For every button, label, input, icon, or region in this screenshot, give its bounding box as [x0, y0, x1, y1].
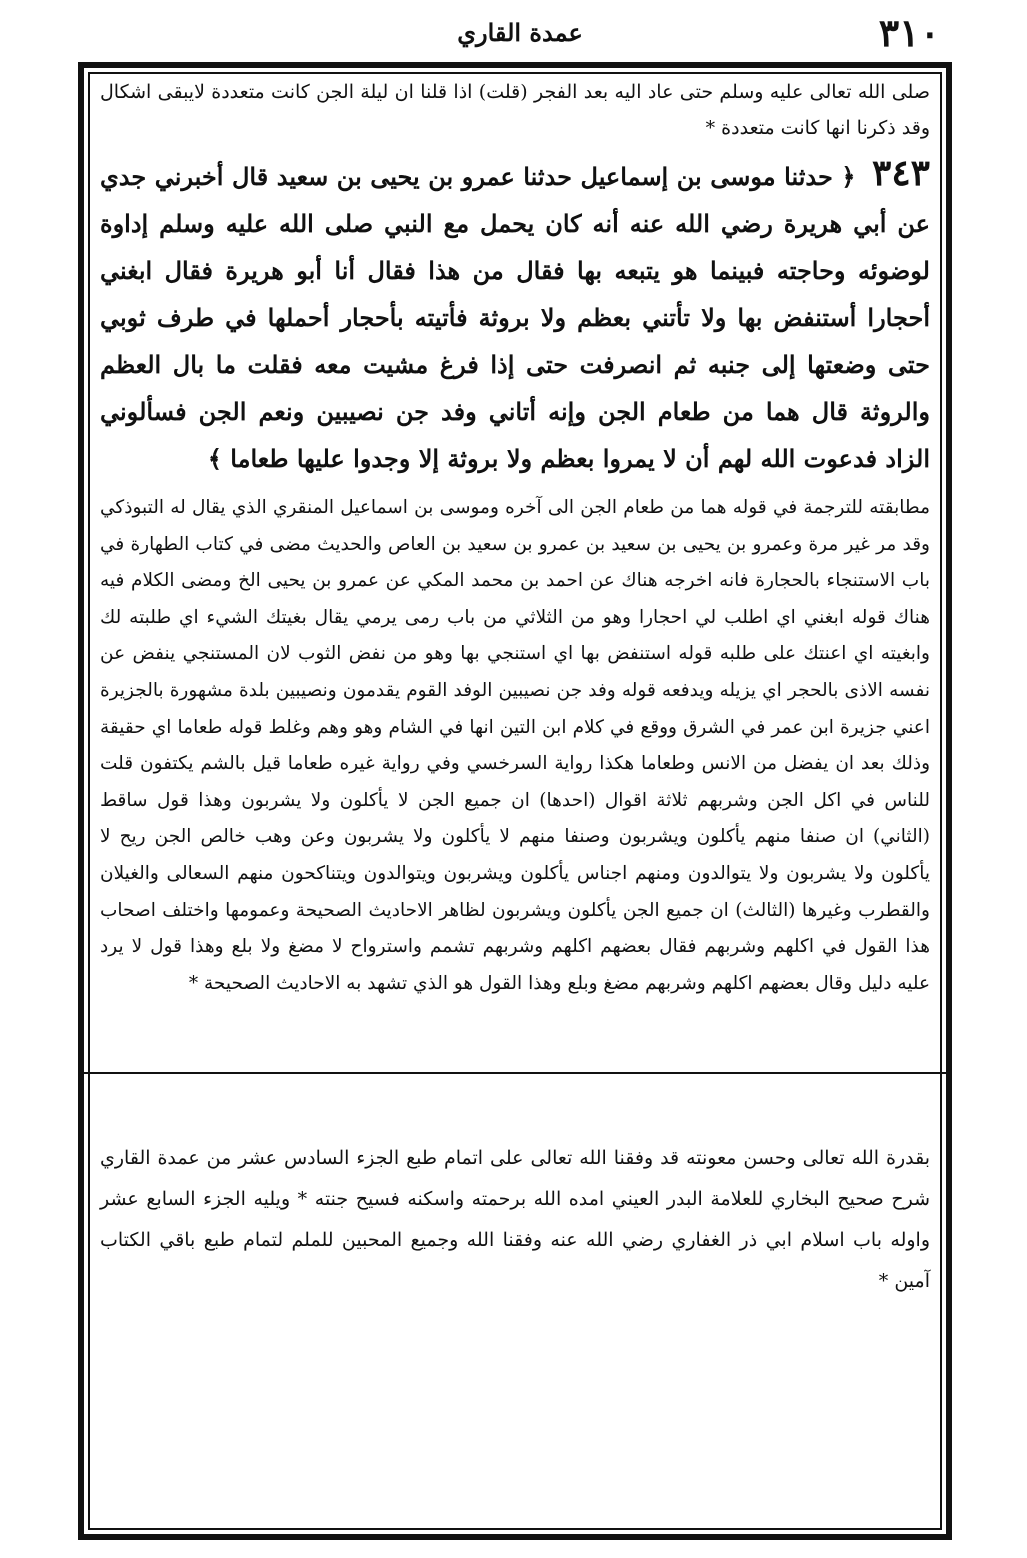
main-text-block [100, 74, 930, 1002]
colophon-paragraph: بقدرة الله تعالى وحسن معونته قد وفقنا الله تعالى على اتمام طبع الجزء السادس عشر من عمدة القاري شرح صحيح البخاري للعلامة البدر العيني امده الله برحمته واسكنه فسيح جنته * ويليه الجزء السابع عشر واوله باب اسلام ابي ذر الغفاري رضي الله عنه وفقنا الله وجميع المحبين للملم لتمام طبع باقي الكتاب آمين * [100, 1147, 930, 1292]
hadith-paragraph [100, 150, 930, 482]
hadith-number: ٣٤٣ [871, 152, 930, 194]
running-title: عمدة القاري [457, 18, 583, 47]
section-divider [84, 1072, 946, 1074]
hadith-text: ﴿ حدثنا موسى بن إسماعيل حدثنا عمرو بن يحيى بن سعيد قال أخبرني جدي عن أبي هريرة رضي الله عنه أنه كان يحمل مع النبي صلى الله عليه وسلم إداوة لوضوئه وحاجته فبينما هو يتبعه بها فقال من هذا فقال أنا أبو هريرة فقال ابغني أحجارا أستنفض بها ولا تأتني بعظم ولا بروثة فأتيته بأحجار أحملها في طرف ثوبي حتى وضعتها إلى جنبه ثم انصرفت حتى إذا فرغ مشيت معه فقلت ما بال العظم والروثة قال هما من طعام الجن وإنه أتاني وفد جن نصيبين ونعم الجن فسألوني الزاد فدعوت الله لهم أن لا يمروا بعظم ولا بروثة إلا وجدوا عليها طعاما ﴾ [100, 162, 930, 473]
page-number: ٣١٠ [878, 10, 940, 55]
commentary-paragraph: مطابقته للترجمة في قوله هما من طعام الجن الى آخره وموسى بن اسماعيل المنقري الذي يقال له التبوذكي وقد مر غير مرة وعمرو بن يحيى بن سعيد بن عمرو بن سعيد بن العاص والحديث مضى في كتاب الطهارة في باب الاستنجاء بالحجارة فانه اخرجه هناك عن احمد بن محمد المكي عن عمرو بن يحيى الخ ومضى الكلام فيه هناك قوله ابغني اي اطلب لي احجارا وهو من الثلاثي من باب رمى يرمي يقال بغيتك الشيء اي طلبته لك وابغيته اي اعنتك على طلبه قوله استنفض بها اي استنجي بها وهو من نفض الثوب لان المستنجي ينفض عن نفسه الاذى بالحجر اي يزيله ويدفعه قوله وفد جن نصيبين الوفد القوم يقدمون ونصيبين بلدة مشهورة بالجزيرة اعني جزيرة ابن عمر في الشرق ووقع في كلام ابن التين انها في الشام وهو وهم وغلط قوله طعاما اي حقيقة وذلك بعد ان يفضل من الانس وطعاما هكذا رواية السرخسي وفي رواية غيره طعاما قيل بالشم يكتفون قلت للناس في اكل الجن وشربهم ثلاثة اقوال (احدها) ان جميع الجن لا يأكلون ولا يشربون وهذا قول ساقط (الثاني) ان صنفا منهم يأكلون ويشربون وصنفا منهم لا يأكلون ولا يشربون وعن وهب خالص الجن ريح لا يأكلون ولا يشربون ولا يتوالدون ومنهم اجناس يأكلون ويشربون ويتوالدون ويتناكحون منهم السعالى والغيلان والقطرب وغيرها (الثالث) ان جميع الجن يأكلون ويشربون لظاهر الاحاديث الصحيحة وعمومها واختلف اصحاب هذا القول في اكلهم وشربهم فقال بعضهم اكلهم وشربهم تشمم واسترواح لا مضغ ولا بلع وهذا قول لا يرد عليه دليل وقال بعضهم اكلهم وشربهم مضغ وبلع وهذا القول هو الذي تشهد به الاحاديث الصحيحة * [100, 497, 930, 994]
intro-paragraph: صلى الله تعالى عليه وسلم حتى عاد اليه بعد الفجر (قلت) اذا قلنا ان ليلة الجن كانت متعددة لايبقى اشكال وقد ذكرنا انها كانت متعددة * [100, 81, 930, 139]
page-header [80, 10, 960, 55]
